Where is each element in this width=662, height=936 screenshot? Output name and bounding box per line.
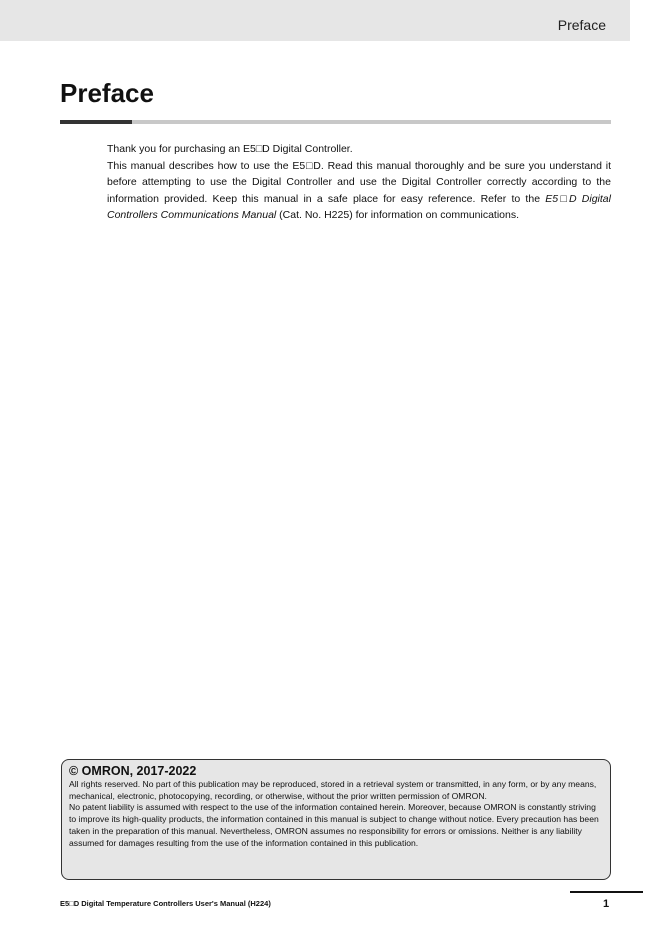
communications-manual-reference: E5□D Digital Controllers Communications Manual xyxy=(107,192,611,221)
intro-description-paragraph xyxy=(107,158,611,224)
page-header-band xyxy=(0,0,630,41)
copyright-liability-paragraph: No patent liability is assumed with respect to the use of the information contained herein. Moreover, because OMRON is constantly striving to improve its high-quality products, the information contained in this manual is subject to change without notice. Every precaution has been taken in the preparation of this manual. Nevertheless, OMRON assumes no responsibility for errors or omissions. Neither is any liability assumed for damages resulting from the use of the information contained in this publication. xyxy=(69,802,599,848)
title-underline-accent xyxy=(60,120,132,124)
footer-page-number: 1 xyxy=(603,898,610,910)
copyright-heading: © OMRON, 2017-2022 xyxy=(69,764,197,778)
intro-description-tail: (Cat. No. H225) for information on communications. xyxy=(276,209,520,221)
copyright-notice-box xyxy=(61,759,611,880)
copyright-rights-paragraph: All rights reserved. No part of this publication may be reproduced, stored in a retrieval system or transmitted, in any form, or by any means, mechanical, electronic, photocopying, recording, or otherwise, without the prior written permission of OMRON. xyxy=(69,779,597,801)
footer-rule xyxy=(570,891,643,893)
page-title: Preface xyxy=(60,78,154,108)
intro-description-text: This manual describes how to use the E5□D. Read this manual thoroughly and be sure you understand it before attempting to use the Digital Controller and use the Digital Controller correctly according to the information provided. Keep this manual in a safe place for easy reference. Refer to the xyxy=(107,159,611,205)
intro-thank-you-line: Thank you for purchasing an E5□D Digital Controller. xyxy=(107,143,353,155)
header-section-title: Preface xyxy=(557,17,606,33)
title-underline xyxy=(60,120,611,124)
footer-manual-name: E5□D Digital Temperature Controllers User's Manual (H224) xyxy=(60,899,271,908)
intro-text-block xyxy=(107,141,611,224)
